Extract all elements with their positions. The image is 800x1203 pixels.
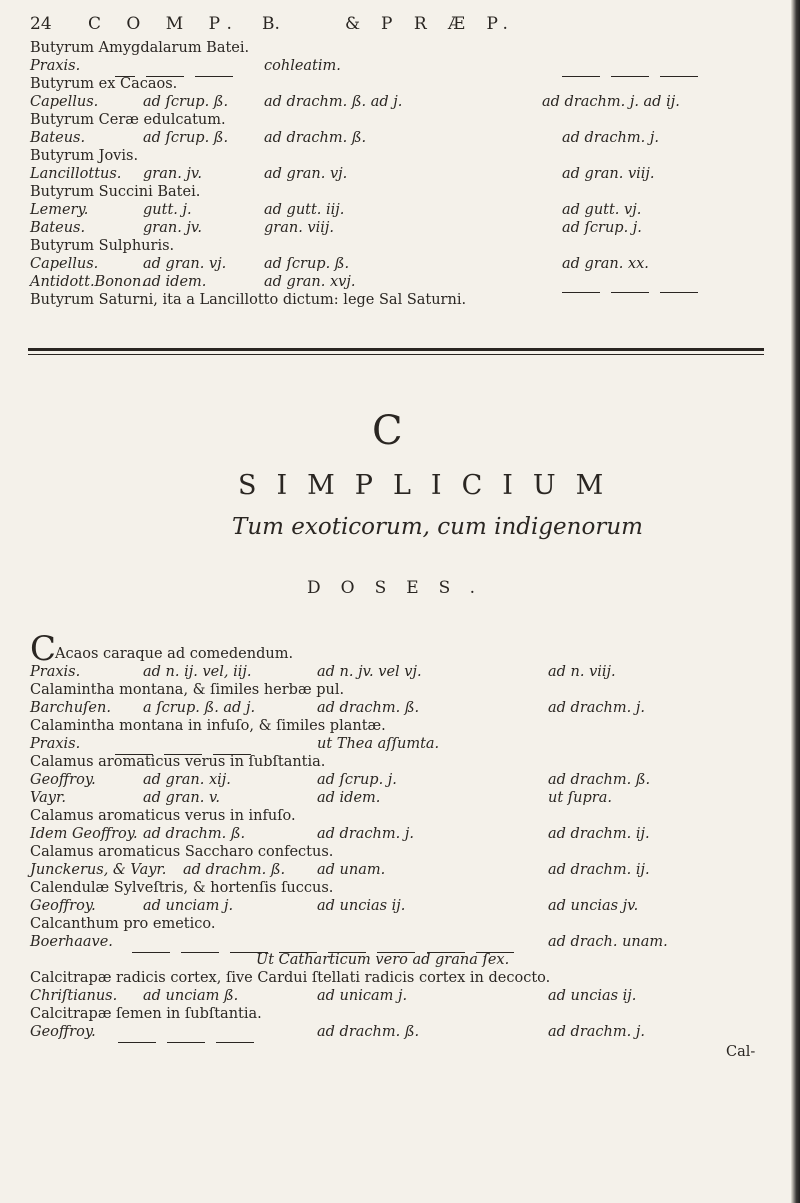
- dose: gran. jv.: [143, 220, 202, 236]
- dose: ad uncias ij.: [548, 988, 637, 1004]
- dose: ut ſupra.: [548, 790, 612, 806]
- dose: ad uncias ij.: [317, 898, 406, 914]
- dose: ad drachm. ij.: [548, 862, 650, 878]
- dose: ad n. ij. vel, iij.: [143, 664, 252, 680]
- entry-title: Butyrum Succini Batei.: [30, 184, 201, 200]
- dose: ad idem.: [143, 274, 207, 290]
- authority: Praxis.: [30, 664, 81, 680]
- catchword: Cal-: [726, 1044, 756, 1060]
- ornamental-rule: [28, 348, 764, 351]
- dose: ad gran. viij.: [562, 166, 655, 182]
- dash-placeholder: [118, 1032, 254, 1051]
- authority: Junckerus, & Vayr.: [30, 862, 167, 878]
- dose: cohleatim.: [264, 58, 341, 74]
- dose: ad ſcrup. j.: [562, 220, 642, 236]
- entry-title: Calcitrapæ radicis cortex, ſive Cardui ſtellati radicis cortex in decocto.: [30, 970, 551, 986]
- entry-title: Butyrum Saturni, ita a Lancillotto dictum: lege Sal Saturni.: [30, 292, 467, 308]
- authority: Barchuſen.: [30, 700, 111, 716]
- entry-title: Calcanthum pro emetico.: [30, 916, 216, 932]
- entry-title: Calcitrapæ ſemen in ſubſtantia.: [30, 1006, 262, 1022]
- dose: ut Thea aſſumta.: [317, 736, 440, 752]
- entry-title: Butyrum Ceræ edulcatum.: [30, 112, 226, 128]
- page-number: 24: [30, 14, 52, 34]
- dose: ad drachm. ß. ad j.: [264, 94, 403, 110]
- entry-title: Butyrum Sulphuris.: [30, 238, 175, 254]
- dose: ad drachm. ß.: [317, 700, 420, 716]
- dose: ad gran. xx.: [562, 256, 649, 272]
- authority: Praxis.: [30, 736, 81, 752]
- dose: gutt. j.: [143, 202, 192, 218]
- entry-title: Butyrum ex Cacaos.: [30, 76, 178, 92]
- dose: ad unciam j.: [143, 898, 234, 914]
- authority: Idem Geoffroy.: [30, 826, 138, 842]
- authority: Vayr.: [30, 790, 66, 806]
- dose: ad drachm. ß.: [548, 772, 651, 788]
- authority: Geoffroy.: [30, 898, 96, 914]
- authority: Chriſtianus.: [30, 988, 118, 1004]
- dose: ad gran. v.: [143, 790, 221, 806]
- section-subheading: Tum exoticorum, cum indigenorum: [232, 514, 643, 540]
- authority: Capellus.: [30, 94, 99, 110]
- dose: ad gran. vj.: [143, 256, 227, 272]
- section-heading: SIMPLICIUM: [238, 470, 624, 501]
- entry-title: Butyrum Jovis.: [30, 148, 139, 164]
- note-line: Ut Catharticum vero ad grana ſex.: [256, 952, 510, 968]
- entry-title: Calamus aromaticus verus in ſubſtantia.: [30, 754, 326, 770]
- entry-title: Calamus aromaticus Saccharo confectus.: [30, 844, 334, 860]
- dose: ad ſcrup. ß.: [143, 94, 229, 110]
- entry-title: Calamintha montana, & ſimiles herbæ pul.: [30, 682, 345, 698]
- dose: ad unciam ß.: [143, 988, 239, 1004]
- dose: ad idem.: [317, 790, 381, 806]
- authority: Bateus.: [30, 130, 86, 146]
- entry-title: Calendulæ Sylveſtris, & hortenſis ſuccus.: [30, 880, 334, 896]
- authority: Bateus.: [30, 220, 86, 236]
- authority: Lemery.: [30, 202, 89, 218]
- ornamental-rule-thin: [28, 354, 764, 355]
- dose: ad gran. xvj.: [264, 274, 356, 290]
- authority: Capellus.: [30, 256, 99, 272]
- entry-title: Acaos caraque ad comedendum.: [55, 646, 294, 662]
- dose: ad drachm. j. ad ij.: [542, 94, 680, 110]
- entry-title: Butyrum Amygdalarum Batei.: [30, 40, 250, 56]
- dose: ad gran. xij.: [143, 772, 231, 788]
- authority: Praxis.: [30, 58, 81, 74]
- dose: ad drachm. ij.: [548, 826, 650, 842]
- dose: ad drachm. j.: [317, 826, 414, 842]
- dose: ad ſcrup. ß.: [143, 130, 229, 146]
- section-letter: C: [372, 408, 403, 454]
- dose: ad ſcrup. j.: [317, 772, 397, 788]
- dose: gran. viij.: [264, 220, 334, 236]
- running-title-amp: &: [345, 14, 361, 34]
- running-title-right: P R Æ P.: [381, 14, 516, 34]
- drop-cap: C: [30, 629, 57, 669]
- entry-title: Calamintha montana in infuſo, & ſimiles plantæ.: [30, 718, 386, 734]
- dose: ad ſcrup. ß.: [264, 256, 350, 272]
- dash-placeholder: [562, 66, 698, 85]
- dose: ad unam.: [317, 862, 386, 878]
- authority: Lancillottus.: [30, 166, 122, 182]
- dose: ad drach. unam.: [548, 934, 668, 950]
- entry-title: Calamus aromaticus verus in infuſo.: [30, 808, 296, 824]
- page-binding-edge: [791, 0, 800, 1203]
- dose: ad gutt. iij.: [264, 202, 345, 218]
- running-title-left: C O M P.: [88, 14, 242, 34]
- dose: ad drachm. ß.: [317, 1024, 420, 1040]
- dose: ad drachm. j.: [548, 700, 645, 716]
- dose: ad n. jv. vel vj.: [317, 664, 422, 680]
- authority: Antidott.Bonon.: [30, 274, 146, 290]
- dash-placeholder: [562, 282, 698, 301]
- running-title-mid: B.: [262, 14, 280, 34]
- authority: Geoffroy.: [30, 772, 96, 788]
- dose: ad gutt. vj.: [562, 202, 642, 218]
- dose: ad drachm. j.: [548, 1024, 645, 1040]
- dose: ad n. viij.: [548, 664, 616, 680]
- dose: ad uncias jv.: [548, 898, 639, 914]
- authority: Boerhaave.: [30, 934, 113, 950]
- section-heading-doses: DOSES.: [307, 578, 496, 598]
- dose: ad drachm. ß.: [183, 862, 286, 878]
- dose: ad drachm. ß.: [264, 130, 367, 146]
- dose: ad gran. vj.: [264, 166, 348, 182]
- authority: Geoffroy.: [30, 1024, 96, 1040]
- dose: ad unicam j.: [317, 988, 408, 1004]
- dose: a ſcrup. ß. ad j.: [143, 700, 256, 716]
- dose: gran. jv.: [143, 166, 202, 182]
- dose: ad drachm. j.: [562, 130, 659, 146]
- dose: ad drachm. ß.: [143, 826, 246, 842]
